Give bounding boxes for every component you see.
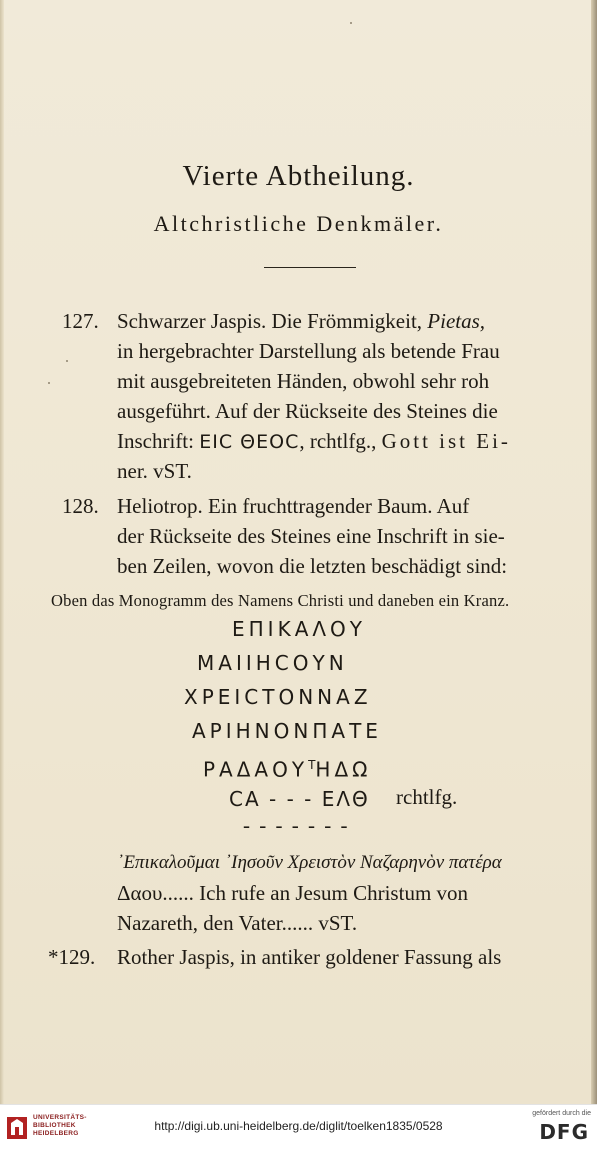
section-title: Vierte Abtheilung.: [182, 160, 415, 192]
greek-inscription-line: ΧΡΕΙCΤΟΝΝΑΖ: [184, 685, 372, 709]
greek-inscription-line: $PA\Delta AO\Upsilon^TH\Delta\Omega$: [203, 757, 372, 782]
greek-inscription-line: ΕΠΙΚΑΛΟΥ: [232, 617, 367, 641]
greek-inscription-line: CA - - - ΕΛΘ: [229, 787, 370, 811]
entry-number: *129.: [48, 945, 96, 969]
dfg-logo: DFG: [539, 1120, 589, 1144]
entry-line: in hergebrachter Darstellung als betende Frau: [117, 339, 500, 363]
entry-line: mit ausgebreiteten Händen, obwohl sehr roh: [117, 369, 490, 393]
library-name: UNIVERSITÄTS- BIBLIOTHEK HEIDELBERG: [33, 1114, 87, 1137]
footer-bar: [0, 1104, 597, 1149]
entry-line: Rother Jaspis, in antiker goldener Fassung als: [117, 945, 502, 969]
inscription: EIC ΘEOC: [199, 431, 300, 453]
funder-note: gefördert durch die: [532, 1110, 591, 1117]
translation-line: Nazareth, den Vater...... vST.: [117, 911, 358, 935]
heading-divider: [264, 267, 356, 268]
translation-line: Δαου...... Ich rufe an Jesum Christum von: [117, 881, 469, 905]
entry-number: 127.: [62, 309, 99, 333]
speck: [66, 360, 68, 362]
entry-line: ausgeführt. Auf der Rückseite des Steines die: [117, 399, 498, 423]
dash-separator: - - - - - - -: [243, 813, 350, 837]
speck: [350, 22, 352, 24]
greek-translation-line: ᾿Επικαλοῦμαι ᾿Ιησοῦν Χρειστὸν Ναζαρηνὸν πατέρα: [117, 852, 502, 873]
rchtlfg-note: rchtlfg.: [396, 785, 458, 809]
entry-line: Inschrift: EIC ΘEOC, rchtlfg., Gott ist Ei-: [117, 429, 511, 453]
entry-line: der Rückseite des Steines eine Inschrift in sie-: [117, 524, 505, 548]
entry-line: ben Zeilen, wovon die letzten beschädigt sind:: [117, 554, 508, 578]
entry-line: Schwarzer Jaspis. Die Frömmigkeit, Pietas,: [117, 309, 486, 333]
entry-line: ner. vST.: [117, 459, 192, 483]
spaced-text: Gott ist Ei-: [381, 429, 511, 453]
section-subtitle: Altchristliche Denkmäler.: [153, 211, 444, 236]
greek-inscription-line: ΜΑΙΙΗCΟΥΝ: [197, 651, 348, 675]
italic-term: Pietas,: [427, 309, 486, 333]
entry-number: 128.: [62, 494, 99, 518]
greek-inscription-line: ΑΡΙΗΝΟΝΠΑΤΕ: [192, 719, 382, 743]
page-url-link[interactable]: http://digi.ub.uni-heidelberg.de/diglit/toelken1835/0528: [154, 1119, 443, 1133]
entry-line: Heliotrop. Ein fruchttragender Baum. Auf: [117, 494, 470, 518]
speck: [48, 382, 50, 384]
caption: Oben das Monogramm des Namens Christi und daneben ein Kranz.: [51, 591, 510, 610]
